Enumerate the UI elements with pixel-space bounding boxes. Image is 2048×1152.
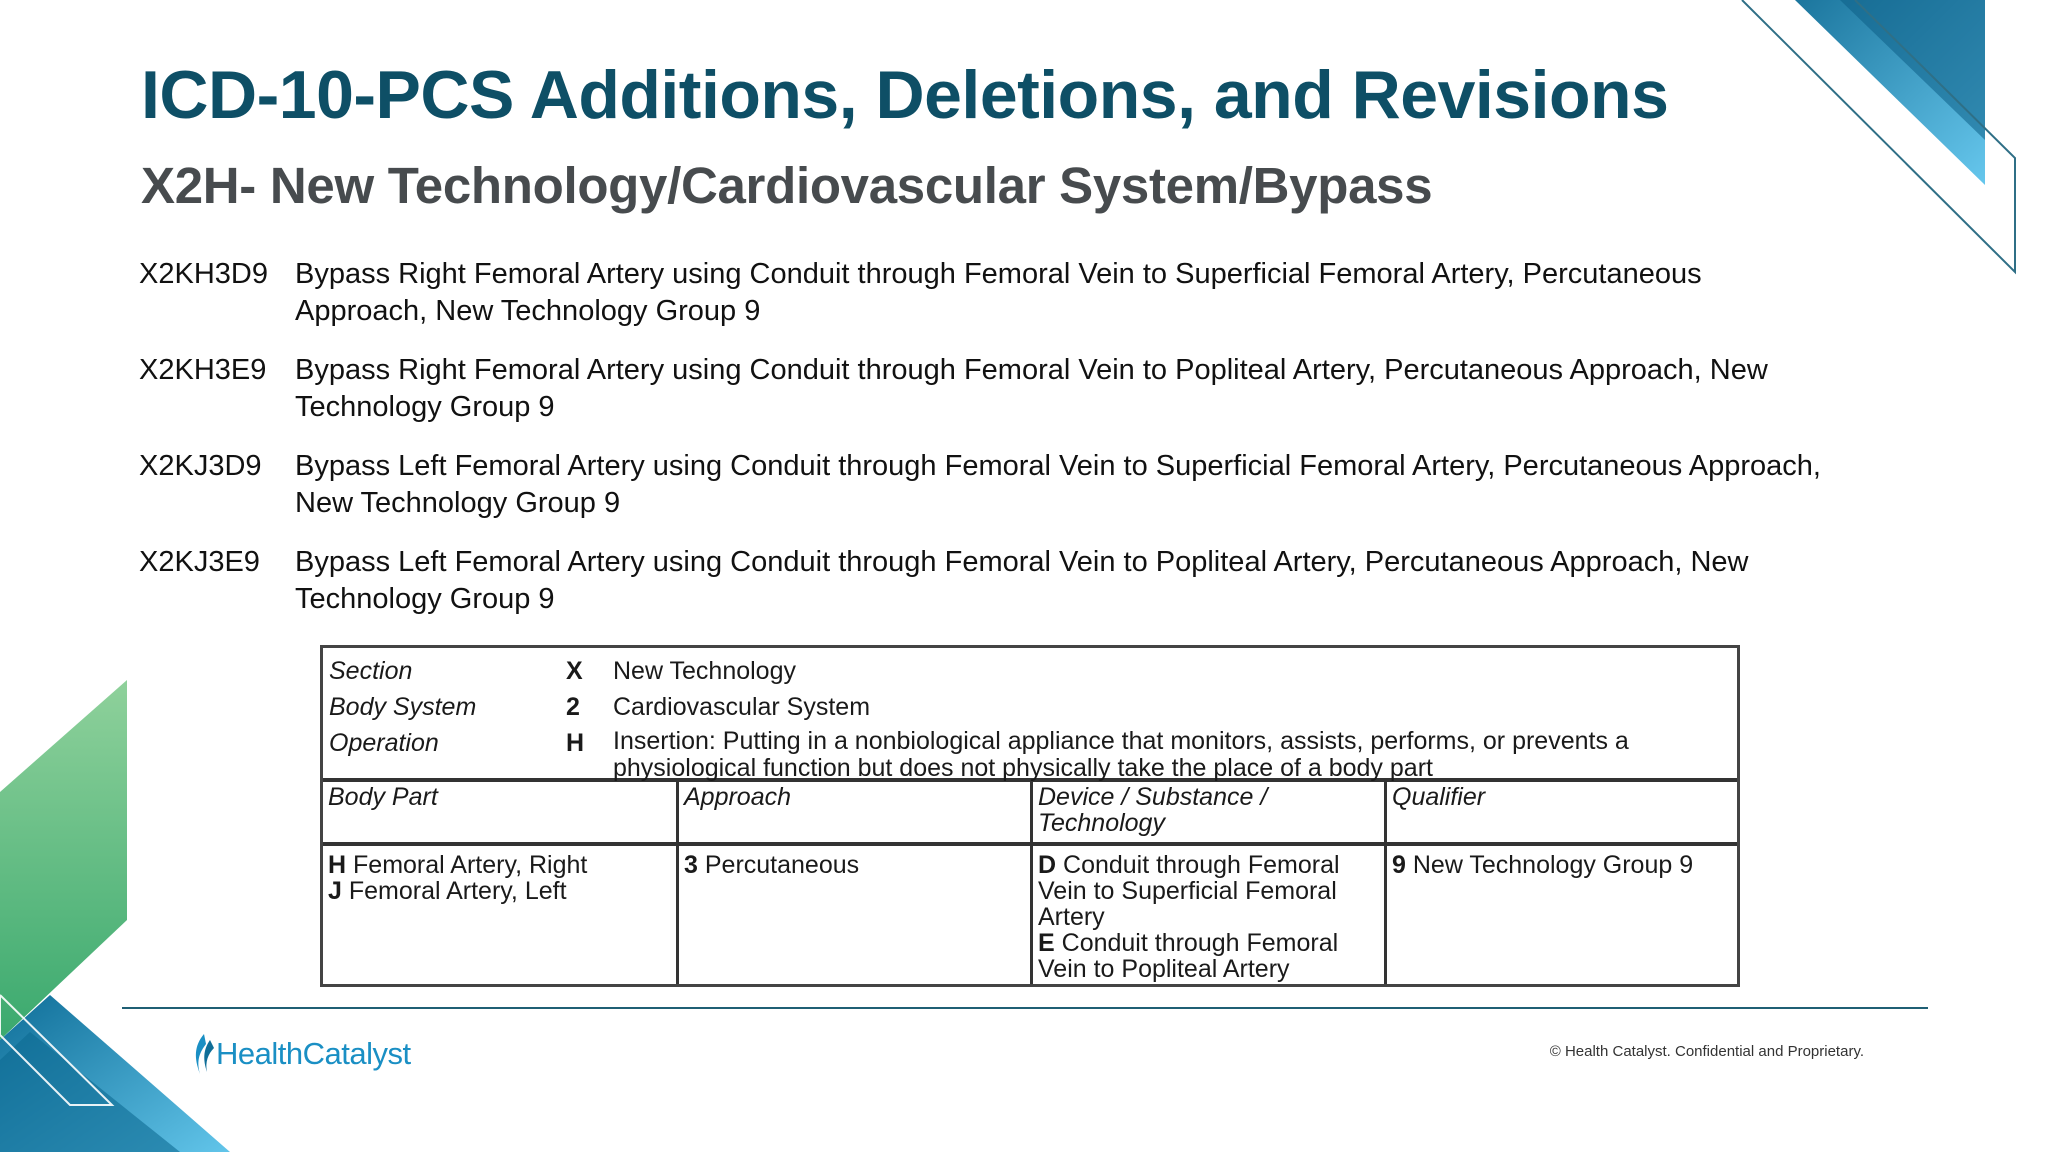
code-row	[139, 544, 1839, 618]
code-row	[139, 256, 1839, 330]
pcs-table	[320, 645, 1740, 987]
code-row	[139, 448, 1839, 522]
header-text: New Technology	[613, 657, 796, 685]
code-value: X2KJ3E9	[139, 546, 260, 578]
code-value: X2KJ3D9	[139, 450, 262, 482]
pcs-table-body	[323, 846, 1737, 984]
approach-value: 3 Percutaneous	[684, 851, 860, 879]
header-value: H	[566, 729, 585, 757]
header-label: Section	[329, 657, 413, 685]
qualifier-cell	[1387, 846, 1737, 984]
code-description: Bypass Right Femoral Artery using Conduit through Femoral Vein to Popliteal Artery, Percutaneous Approach, New Technology Group 9	[295, 354, 1768, 423]
body-part-cell	[323, 846, 679, 984]
code-row	[139, 352, 1839, 426]
footer-divider	[122, 1007, 1928, 1009]
pcs-table-header	[323, 648, 1737, 782]
header-value: 2	[566, 693, 580, 721]
code-value: X2KH3E9	[139, 354, 267, 386]
flame-icon	[190, 1032, 216, 1076]
slide-title: ICD-10-PCS Additions, Deletions, and Revisions	[141, 57, 1669, 133]
device-cell	[1033, 846, 1387, 984]
header-value: X	[566, 657, 583, 685]
column-header-device: Device / Substance / Technology	[1033, 782, 1387, 842]
health-catalyst-logo	[190, 1032, 411, 1076]
code-description: Bypass Right Femoral Artery using Conduit through Femoral Vein to Superficial Femoral Artery, Percutaneous Approach, New Technology Group 9	[295, 258, 1702, 327]
code-value: X2KH3D9	[139, 258, 268, 290]
device-value: E Conduit through Femoral Vein to Popliteal Artery	[1038, 929, 1339, 983]
qualifier-value: 9 New Technology Group 9	[1392, 851, 1694, 879]
logo-text: HealthCatalyst	[216, 1036, 411, 1071]
column-header-qualifier: Qualifier	[1392, 783, 1486, 811]
slide-subtitle: X2H- New Technology/Cardiovascular System/Bypass	[141, 157, 1433, 214]
column-header-approach: Approach	[679, 782, 1033, 842]
header-text: Cardiovascular System	[613, 693, 871, 721]
code-description: Bypass Left Femoral Artery using Conduit through Femoral Vein to Popliteal Artery, Percutaneous Approach, New Technology Group 9	[295, 546, 1749, 615]
pcs-column-headers	[323, 782, 1737, 846]
header-text: Insertion: Putting in a nonbiological appliance that monitors, assists, performs, or prevents a physiological function but does not physically take the place of a body part	[613, 727, 1629, 782]
body-part-value: J Femoral Artery, Left	[328, 877, 567, 905]
approach-cell	[679, 846, 1033, 984]
code-list	[139, 256, 1839, 640]
body-part-value: H Femoral Artery, Right	[328, 851, 588, 879]
header-label: Operation	[329, 729, 439, 757]
code-description: Bypass Left Femoral Artery using Conduit through Femoral Vein to Superficial Femoral Artery, Percutaneous Approach, New Technology Group 9	[295, 450, 1821, 519]
device-value: D Conduit through Femoral Vein to Superficial Femoral Artery	[1038, 851, 1340, 931]
header-label: Body System	[329, 693, 477, 721]
column-header-body-part: Body Part	[323, 782, 679, 842]
copyright-notice: © Health Catalyst. Confidential and Proprietary.	[1549, 1043, 1864, 1060]
